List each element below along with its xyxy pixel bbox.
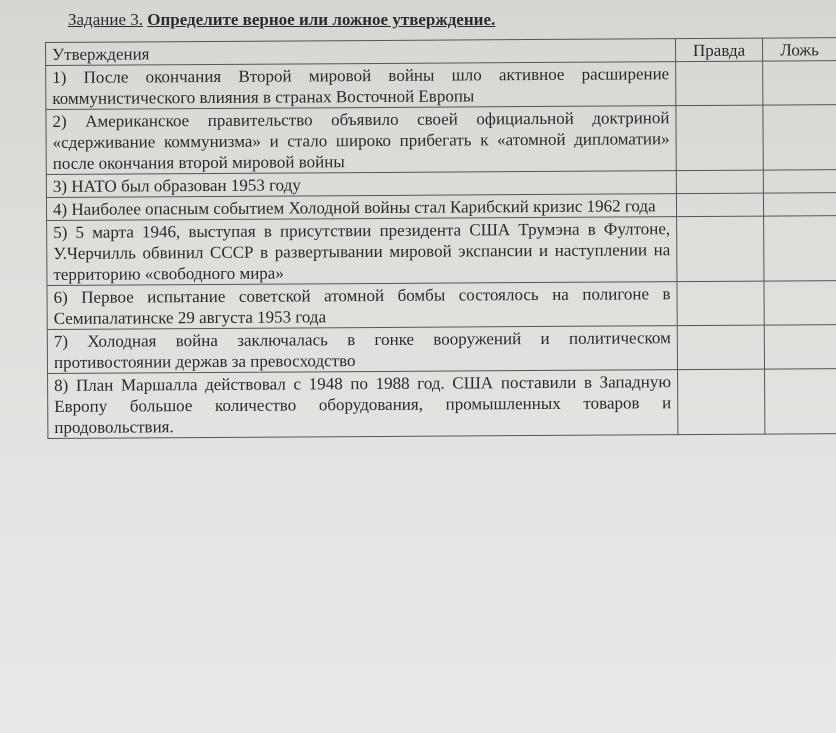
true-false-table [45,37,836,439]
statement-1: 1) После окончания Второй мировой войны шло активное расширение коммунистического влияния в странах Восточной Европы [46,62,676,110]
task-question: Определите верное или ложное утверждение. [147,10,496,29]
false-cell-5[interactable] [764,216,836,281]
statement-4: 4) Наиболее опасным событием Холодной войны стал Карибский кризис 1962 года [46,194,676,221]
statement-6: 6) Первое испытание советской атомной бомбы состоялось на полигоне в Семипалатинске 29 августа 1953 года [47,282,677,330]
true-cell-8[interactable] [678,369,765,435]
statement-3: 3) НАТО был образован 1953 году [46,171,676,198]
true-cell-6[interactable] [677,281,764,326]
table-row [46,61,836,110]
table-row [47,216,836,286]
header-statements: Утверждения [46,39,676,66]
statement-7: 7) Холодная война заключалась в гонке вооружений и политическом противостоянии держав за превосходство [47,326,677,374]
statement-2: 2) Американское правительство объявило своей официальной доктриной «сдерживание коммунизма» и стало широко прибегать к «атомной дипломатии» после окончания второй мировой войны [46,106,676,175]
false-cell-1[interactable] [763,61,836,105]
table-row [48,369,836,439]
true-cell-3[interactable] [676,170,763,194]
false-cell-6[interactable] [764,281,836,325]
false-cell-4[interactable] [763,193,836,216]
task-heading [68,10,495,30]
false-cell-8[interactable] [765,369,836,434]
true-cell-4[interactable] [676,193,763,217]
statement-8: 8) План Маршалла действовал с 1948 по 1988 год. США поставили в Западную Европу большое количество оборудования, промышленных товаров и продовольствия. [48,370,678,439]
header-true: Правда [675,38,762,62]
true-cell-2[interactable] [676,105,763,171]
false-cell-7[interactable] [764,325,836,369]
false-cell-2[interactable] [763,105,836,170]
table-row [47,281,836,330]
table-row [46,105,836,175]
true-cell-7[interactable] [677,325,764,370]
false-cell-3[interactable] [763,170,836,193]
task-number: Задание 3. [68,10,143,29]
statement-5: 5) 5 марта 1946, выступая в присутствии президента США Трумэна в Фултоне, У.Черчилль обвинил СССР в развертывании мировой экспансии и наступлении на территорию «свободного мира» [47,217,677,286]
header-false: Ложь [762,38,836,61]
table-row [47,325,836,374]
true-cell-5[interactable] [677,216,764,282]
true-cell-1[interactable] [676,61,763,106]
